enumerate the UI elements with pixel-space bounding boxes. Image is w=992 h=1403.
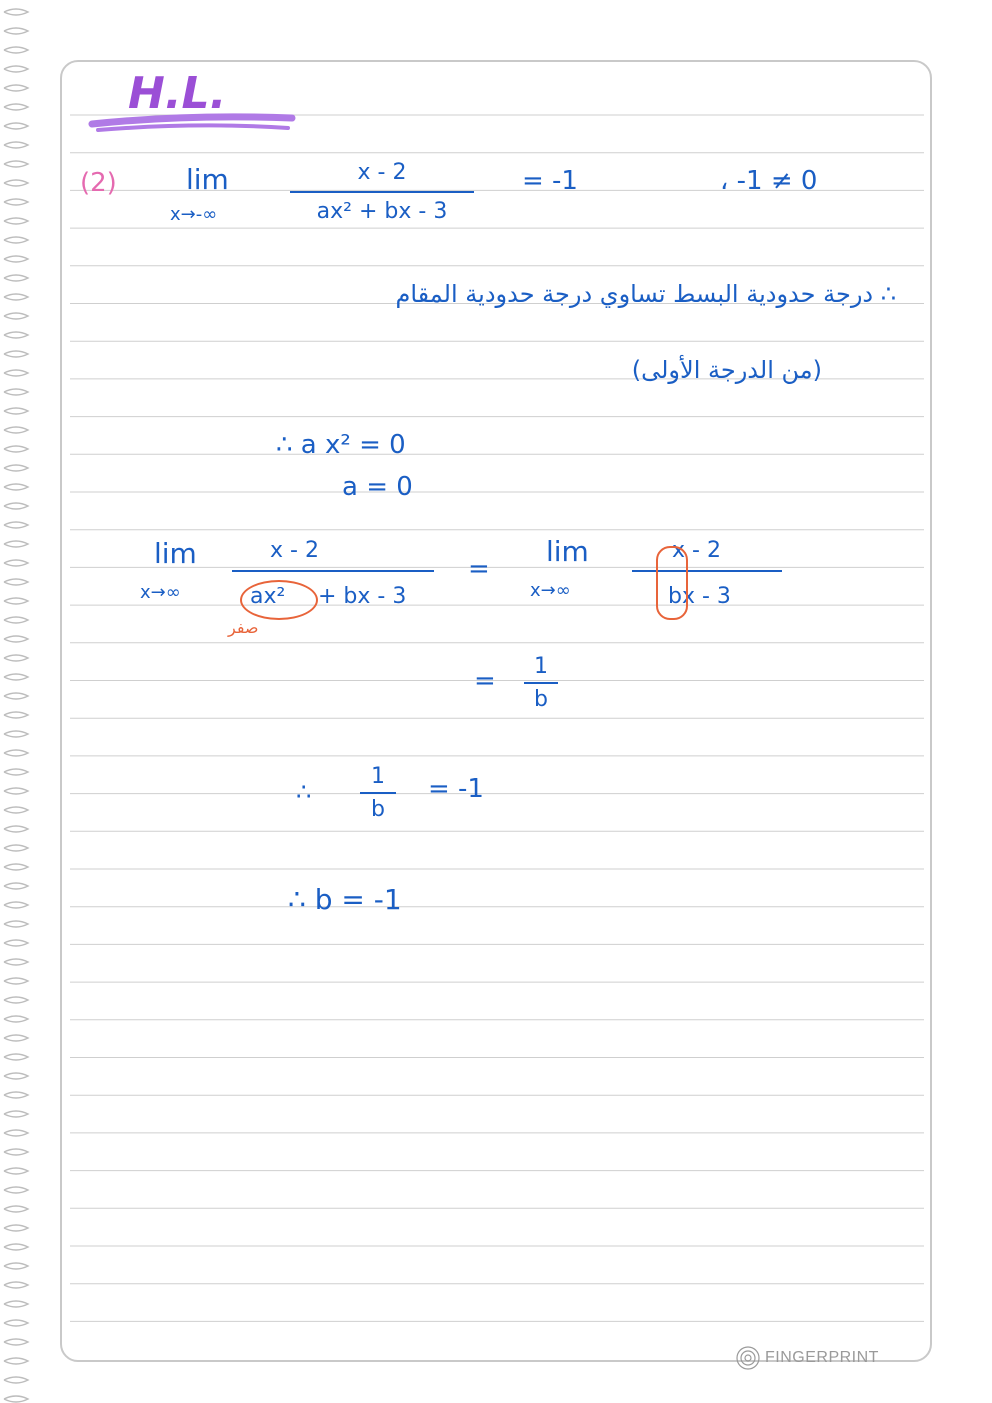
left-numerator: x - 2 xyxy=(270,538,319,563)
right-denominator: bx - 3 xyxy=(668,584,731,609)
inverse-denominator: b xyxy=(371,797,385,822)
problem-note: ، -1 ≠ 0 xyxy=(720,166,818,196)
right-numerator: x - 2 xyxy=(672,538,721,563)
inverse-b-fraction xyxy=(360,764,396,822)
left-fraction-bar xyxy=(232,570,434,572)
brand-name: FINGERPRINT xyxy=(765,1349,879,1366)
problem-fraction xyxy=(290,160,474,224)
left-denominator-rest: + bx - 3 xyxy=(318,584,407,609)
arabic-degree-note: (من الدرجة الأولى) xyxy=(631,356,822,384)
step-a-zero: a = 0 xyxy=(342,472,413,502)
ruled-lines xyxy=(70,60,924,1362)
result-fraction xyxy=(524,654,558,712)
middle-equals: = xyxy=(468,554,490,584)
brand-logo xyxy=(735,1345,879,1371)
page-title: H.L. xyxy=(128,68,227,119)
right-limit-subscript: x→∞ xyxy=(530,580,571,601)
problem-equals: = -1 xyxy=(522,166,578,196)
spiral-binding xyxy=(0,0,40,1403)
b-highlight xyxy=(656,546,688,620)
right-limit-label: lim xyxy=(546,535,589,568)
step-ax2-zero: ∴ a x² = 0 xyxy=(276,430,406,460)
fingerprint-icon xyxy=(735,1345,761,1371)
ax2-circle xyxy=(240,580,318,620)
result-denominator: b xyxy=(534,687,548,712)
arabic-explanation-line: ∴ درجة حدودية البسط تساوي درجة حدودية المقام xyxy=(395,280,896,308)
problem-number: (2) xyxy=(80,168,117,198)
zero-annotation: صفر xyxy=(228,618,259,637)
inverse-rhs: = -1 xyxy=(428,774,484,804)
result-numerator: 1 xyxy=(534,654,548,679)
left-limit-label: lim xyxy=(154,537,197,570)
final-answer: ∴ b = -1 xyxy=(288,883,402,916)
limit-label: lim xyxy=(186,163,229,196)
title-underline xyxy=(88,108,298,136)
left-limit-subscript: x→∞ xyxy=(140,582,181,603)
fraction-numerator: x - 2 xyxy=(357,160,407,185)
inverse-numerator: 1 xyxy=(371,764,385,789)
result-equals: = xyxy=(474,666,496,696)
left-denominator-ax2: ax² xyxy=(250,584,286,609)
right-fraction-bar xyxy=(632,570,782,572)
fraction-denominator: ax² + bx - 3 xyxy=(316,199,448,224)
therefore-symbol: ∴ xyxy=(296,778,312,806)
limit-subscript: x→-∞ xyxy=(170,204,218,225)
